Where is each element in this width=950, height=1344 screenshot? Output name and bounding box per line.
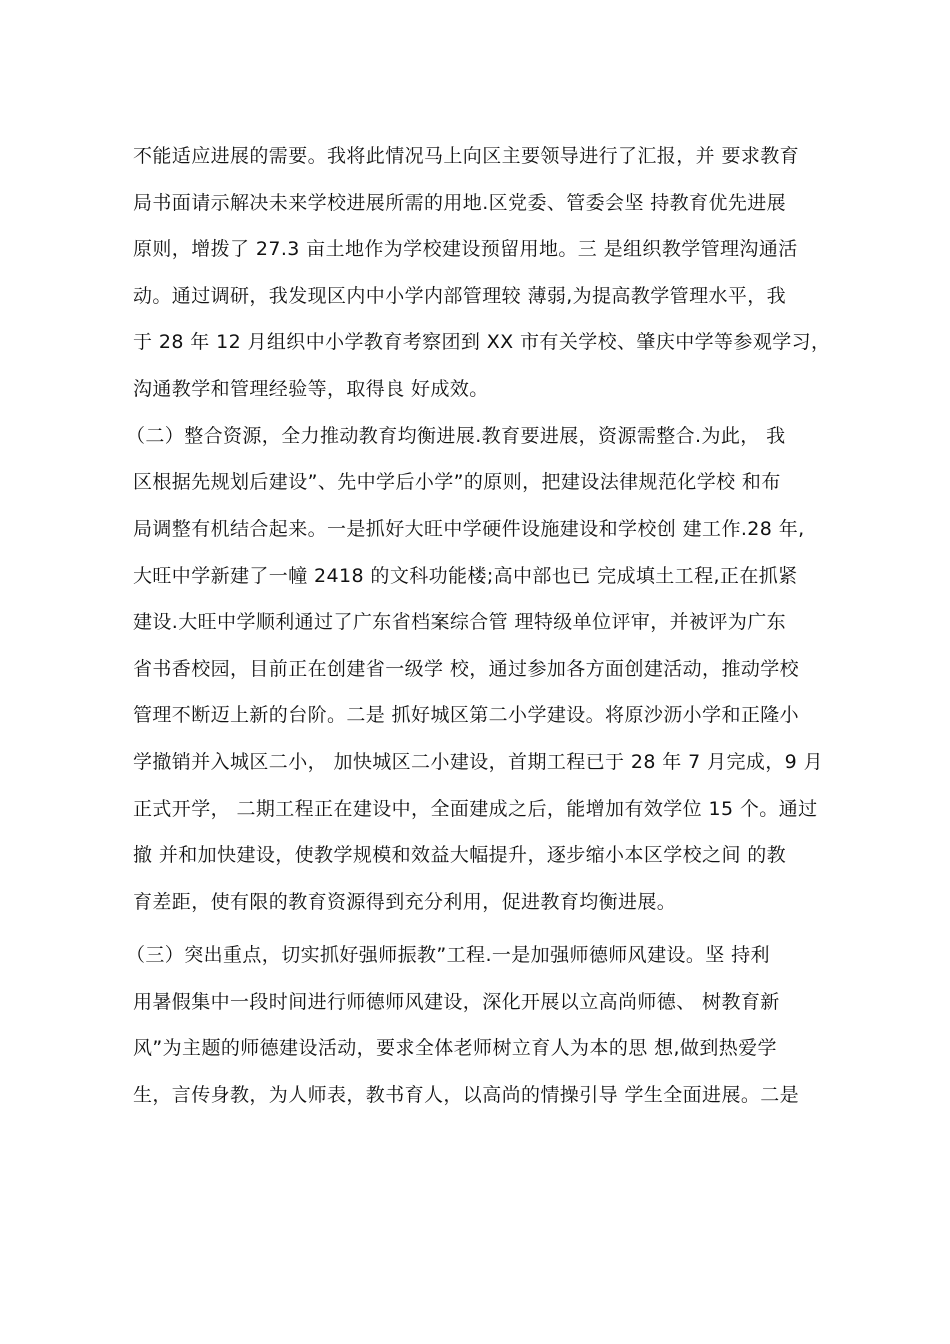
text-line: 于 28 年 12 月组织中小学教育考察团到 XX 市有关学校、肇庆中学等参观学习， (133, 331, 831, 353)
text-line: 局书面请示解决未来学校进展所需的用地.区党委、管委会坚 持教育优先进展 (133, 192, 787, 214)
text-line: 动。通过调研，我发现区内中小学内部管理较 薄弱,为提高教学管理水平，我 (133, 285, 787, 307)
text-line: 撤 并和加快建设，使教学规模和效益大幅提升，逐步缩小本区学校之间 的教 (133, 844, 787, 866)
text-line: 区根据先规划后建设”、先中学后小学”的原则，把建设法律规范化学校 和布 (133, 471, 781, 493)
text-line: 管理不断迈上新的台阶。二是 抓好城区第二小学建设。将原沙沥小学和正隆小 (133, 704, 800, 726)
text-line: 用暑假集中一段时间进行师德师风建设，深化开展以立高尚师德、 树教育新 (133, 991, 780, 1013)
text-line: 大旺中学新建了一幢 2418 的文科功能楼;高中部也已 完成填土工程,正在抓紧 (133, 565, 798, 587)
text-line: 育差距，使有限的教育资源得到充分利用，促进教育均衡进展。 (133, 891, 677, 913)
text-line: 学撤销并入城区二小， 加快城区二小建设，首期工程已于 28 年 7 月完成，9 月 (133, 751, 823, 773)
text-line: 省书香校园，目前正在创建省一级学 校，通过参加各方面创建活动，推动学校 (133, 658, 800, 680)
section-heading-line: （二）整合资源，全力推动教育均衡进展.教育要进展，资源需整合.为此， 我 (126, 425, 786, 447)
text-line: 风”为主题的师德建设活动，要求全体老师树立育人为本的思 想,做到热爱学 (133, 1037, 777, 1059)
text-line: 局调整有机结合起来。一是抓好大旺中学硬件设施建设和学校创 建工作.28 年, (133, 518, 805, 540)
text-line: 不能适应进展的需要。我将此情况马上向区主要领导进行了汇报，并 要求教育 (133, 145, 800, 167)
text-line: 沟通教学和管理经验等，取得良 好成效。 (133, 378, 489, 400)
text-line: 建设.大旺中学顺利通过了广东省档案综合管 理特级单位评审，并被评为广东 (133, 611, 787, 633)
section-heading-line: （三）突出重点，切实抓好强师振教”工程.一是加强师德师风建设。坚 持利 (126, 944, 770, 966)
text-line: 正式开学， 二期工程正在建设中，全面建成之后，能增加有效学位 15 个。通过 (133, 798, 818, 820)
text-line: 生，言传身教，为人师表，教书育人，以高尚的情操引导 学生全面进展。二是 (133, 1084, 800, 1106)
text-line: 原则，增拨了 27.3 亩土地作为学校建设预留用地。三 是组织教学管理沟通活 (133, 238, 798, 260)
